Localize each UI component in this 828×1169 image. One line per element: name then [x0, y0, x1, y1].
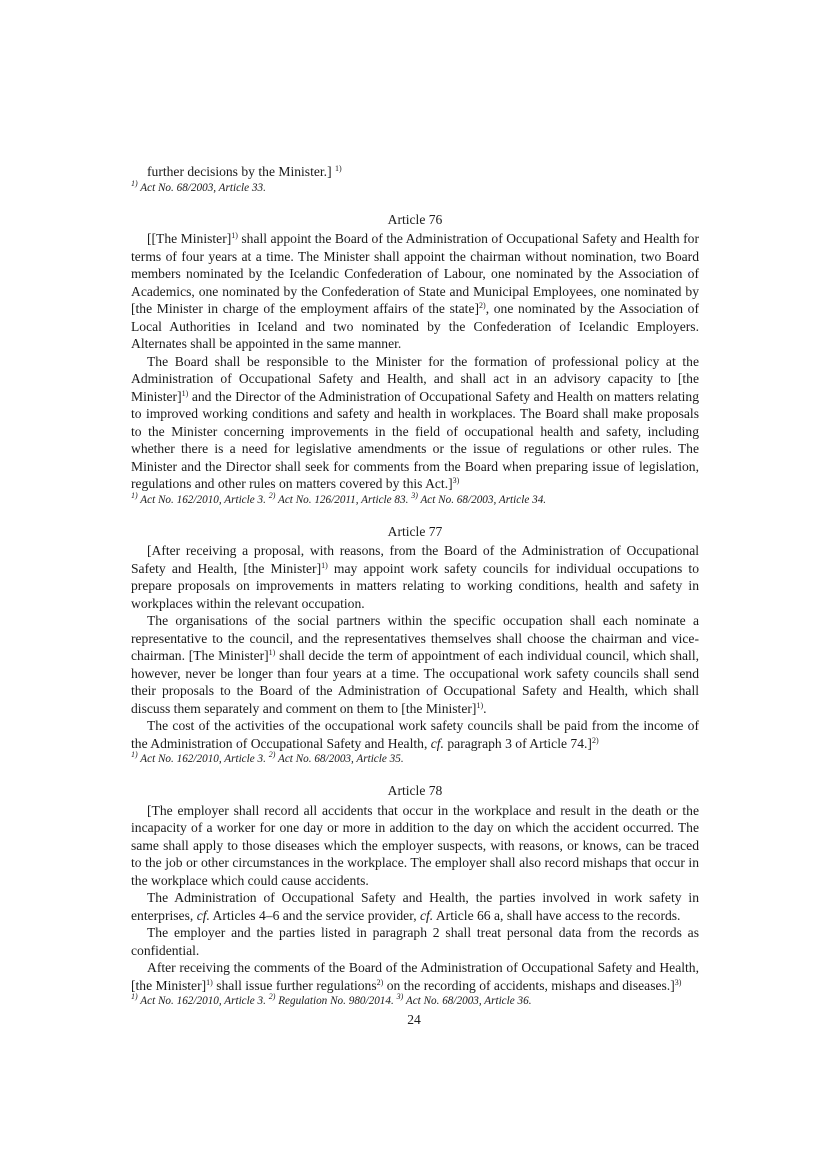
article-76-paragraph-2: The Board shall be responsible to the Minister for the formation of professional policy at the Administration of Occupational Safety and Health, and shall act in an advisory capacity to [the Minister]$^{1)}$ and the Director of the Administration of Occupational Safety and Health on matters relating to improved working conditions and safety and health in workplaces. The Board shall make proposals to the Minister concerning improvements in the field of occupational health and safety, including whether there is a need for legislative amendments or the issue of regulations or other rules. The Minister and the Director shall seek for comments from the Board when preparing issue of legislation, regulations and other rules on matters covered by this Act.]$^{3)}$ [131, 353, 699, 491]
article-77-heading: Article 77 [387, 523, 443, 539]
article-78-footnotes: $^{1)}$ Act No. 162/2010, Article 3. $^{2)}$ Regulation No. 980/2014. $^{3)}$ Act No. 68/2003, Article 36. [131, 992, 532, 1007]
continuation-paragraph: further decisions by the Minister.] $^{1)}$ [147, 164, 342, 179]
article-78-paragraph-3: The employer and the parties listed in paragraph 2 shall treat personal data from the records as confidential. [131, 925, 699, 958]
footnote-previous: $^{1)}$ Act No. 68/2003, Article 33. [131, 178, 266, 194]
article-76-footnotes: $^{1)}$ Act No. 162/2010, Article 3. $^{2)}$ Act No. 126/2011, Article 83. $^{3)}$ Act No. 68/2003, Article 34. [131, 490, 547, 506]
article-76-paragraph-1: [[The Minister]$^{1)}$ shall appoint the Board of the Administration of Occupational Safety and Health for terms of four years at a time. The Minister shall appoint the chairman without nomination, two Board members nominated by the Icelandic Confederation of Labour, one nominated by the Association of Academics, one nominated by the Confederation of State and Municipal Employees, one nominated by [the Minister in charge of the employment affairs of the state]$^{2)}$, one nominated by the Association of Local Authorities in Iceland and two nominated by the Confederation of Icelandic Employers. Alternates shall be appointed in the same manner. [131, 231, 699, 351]
article-78-paragraph-4: After receiving the comments of the Board of the Administration of Occupational Safety and Health, [the Minister]$^{1)}$ shall issue further regulations$^{2)}$ on the recording of accidents, mishaps and diseases.]$^{3)}$ [131, 960, 699, 993]
article-77-paragraph-3: The cost of the activities of the occupational work safety councils shall be paid from the income of the Administration of Occupational Safety and Health, cf. paragraph 3 of Article 74.]$^{2)}$ [131, 718, 699, 751]
article-76-heading: Article 76 [387, 211, 443, 227]
article-77-paragraph-1: [After receiving a proposal, with reasons, from the Board of the Administration of Occupational Safety and Health, [the Minister]$^{1)}$ may appoint work safety councils for individual occupations to prepare proposals on improvements in matters relating to working conditions, health and safety in workplaces within the relevant occupation. [131, 543, 699, 611]
page-number: 24 [407, 1012, 421, 1027]
article-78-heading: Article 78 [387, 783, 443, 798]
article-78-paragraph-1: [The employer shall record all accidents that occur in the workplace and result in the death or the incapacity of a worker for one day or more in addition to the day on which the accident occurred. The same shall apply to those diseases which the employer suspects, with reasons, or knows, can be traced to the job or other circumstances in the workplace. The employer shall also record mishaps that occur in the workplace which could cause accidents. [131, 802, 699, 888]
article-78-paragraph-2: The Administration of Occupational Safety and Health, the parties involved in work safety in enterprises, cf. Articles 4–6 and the service provider, cf. Article 66 a, shall have access to the records. [131, 890, 699, 923]
document-body [131, 163, 699, 1008]
article-77-paragraph-2: The organisations of the social partners within the specific occupation shall each nominate a representative to the council, and the representatives themselves shall choose the chairman and vice-chairman. [The Minister]$^{1)}$ shall decide the term of appointment of each individual council, which shall, however, never be longer than four years at a time. The occupational work safety councils shall send their proposals to the Board of the Administration of Occupational Safety and Health, which shall discuss them separately and comment on them to [the Minister]$^{1)}$. [131, 613, 699, 716]
article-77-footnotes: $^{1)}$ Act No. 162/2010, Article 3. $^{2)}$ Act No. 68/2003, Article 35. [131, 750, 404, 765]
